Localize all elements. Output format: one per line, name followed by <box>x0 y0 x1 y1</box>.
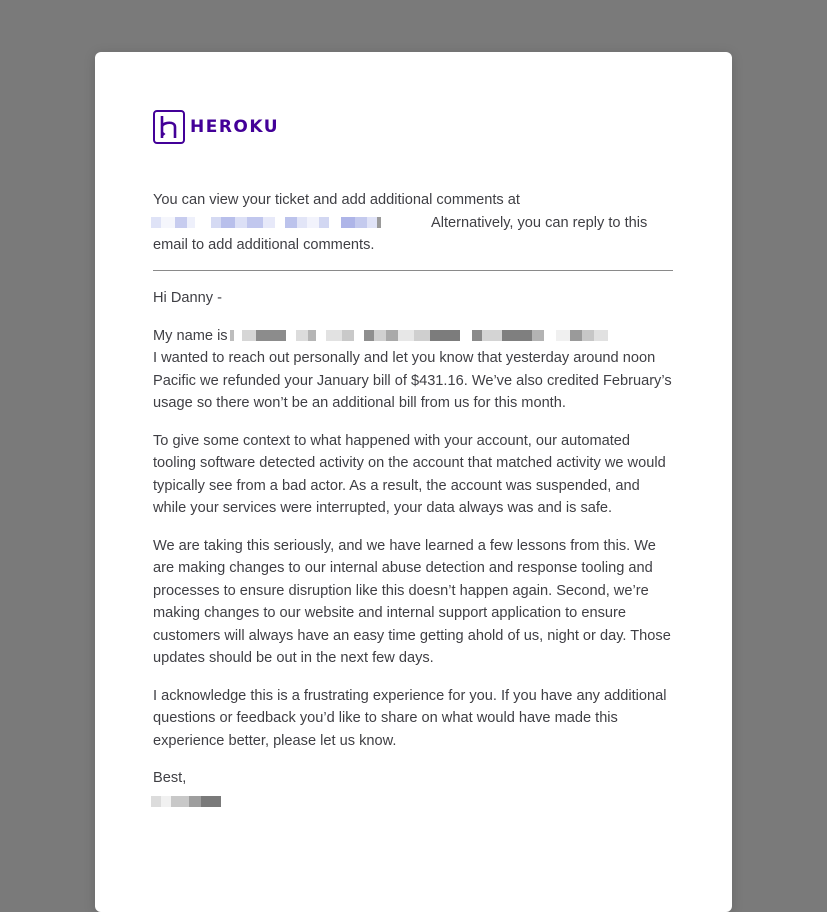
paragraph-1-body: I wanted to reach out personally and let you know that yesterday around noon Pacific we refunded your January bill of $431.16. We’ve also credited February’s usage so there won’t be an additional bill from us for this month. <box>153 350 672 411</box>
email-body <box>153 189 675 813</box>
intro-line-3: email to add additional comments. <box>153 237 375 253</box>
divider <box>153 270 673 271</box>
paragraph-4: I acknowledge this is a frustrating experience for you. If you have any additional questions or feedback you’d like to share on what would have made this experience better, please let us know. <box>153 687 667 749</box>
heroku-wordmark: HEROKU <box>190 117 280 137</box>
paragraph-3: We are taking this seriously, and we have learned a few lessons from this. We are making changes to our internal abuse detection and response tooling and processes to ensure disruption like this doesn’t happen again. Second, we’re making changes to our website and internal support application to ensure customers will always have an easy time getting ahold of us, night or day. Those updates should be out in the next few days. <box>153 537 671 666</box>
redacted-sender-name <box>230 330 656 341</box>
heroku-logo[interactable] <box>153 110 279 144</box>
heroku-logo-icon <box>153 110 185 144</box>
redacted-ticket-link[interactable] <box>151 217 431 228</box>
intro-line-2: Alternatively, you can reply to this <box>431 214 648 231</box>
paragraph-1 <box>153 325 675 415</box>
name-intro: My name is <box>153 327 228 344</box>
signoff: Best, <box>153 770 187 786</box>
signature-line <box>153 791 675 814</box>
greeting: Hi Danny - <box>153 290 222 306</box>
redacted-signature <box>151 796 221 807</box>
email-card <box>95 52 732 912</box>
intro-line-1: You can view your ticket and add additional comments at <box>153 192 520 208</box>
paragraph-2: To give some context to what happened with your account, our automated tooling software detected activity on the account that matched activity we would typically see from a bad actor. As a result, the account was suspended, and while your services were interrupted, your data always was and is safe. <box>153 432 666 516</box>
ticket-intro <box>153 189 675 261</box>
